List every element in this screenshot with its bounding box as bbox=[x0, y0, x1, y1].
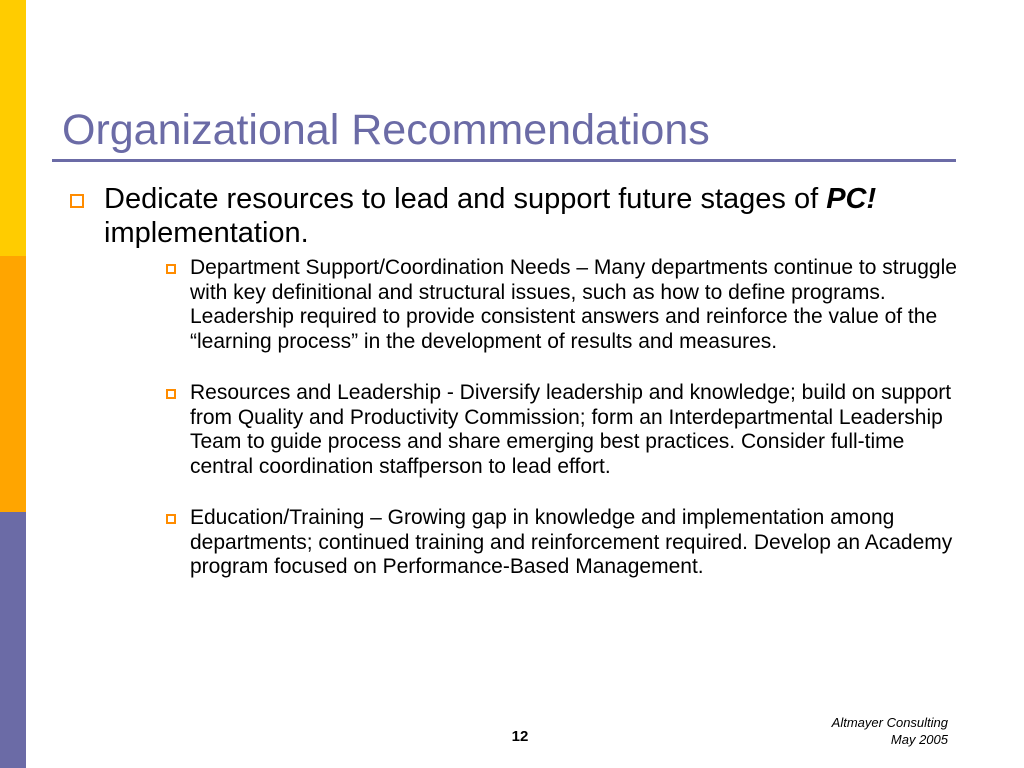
side-bar-orange bbox=[0, 256, 26, 512]
side-bar-purple bbox=[0, 512, 26, 768]
main-bullet-text-start: Dedicate resources to lead and support future stages of bbox=[104, 183, 827, 215]
square-bullet-icon bbox=[166, 264, 176, 274]
sub-bullet-item bbox=[164, 256, 964, 354]
footer-credit bbox=[832, 714, 948, 748]
main-bullet-text-end: implementation. bbox=[104, 217, 309, 249]
side-bar-yellow bbox=[0, 0, 26, 256]
sub-bullet-text: Education/Training – Growing gap in knowledge and implementation among departments; continued training and reinforcement required. Develop an Academy program focused on Performance-Based Management. bbox=[190, 506, 953, 578]
footer-company: Altmayer Consulting bbox=[831, 715, 948, 730]
sub-bullet-text: Resources and Leadership - Diversify leadership and knowledge; build on support from Quality and Productivity Commission; form an Interdepartmental Leadership Team to guide process and share emerging best practices. Consider full-time central coordination staffperson to lead effort. bbox=[190, 381, 952, 478]
square-bullet-icon bbox=[166, 389, 176, 399]
square-bullet-icon bbox=[166, 514, 176, 524]
sub-bullet-list bbox=[164, 256, 964, 580]
sub-bullet-text: Department Support/Coordination Needs – Many departments continue to struggle with key definitional and structural issues, such as how to define programs. Leadership required to provide consistent answers and reinforce the value of the “learning process” in the development of results and measures. bbox=[190, 256, 957, 353]
sub-bullet-item bbox=[164, 506, 964, 580]
square-bullet-icon bbox=[70, 194, 84, 208]
footer-date: May 2005 bbox=[890, 732, 948, 747]
main-bullet-emphasis: PC! bbox=[826, 183, 877, 215]
sub-bullet-item bbox=[164, 381, 964, 479]
page-number: 12 bbox=[511, 728, 529, 745]
main-bullet-text bbox=[104, 182, 964, 250]
slide-title: Organizational Recommendations bbox=[62, 106, 710, 154]
title-underline bbox=[52, 159, 956, 162]
